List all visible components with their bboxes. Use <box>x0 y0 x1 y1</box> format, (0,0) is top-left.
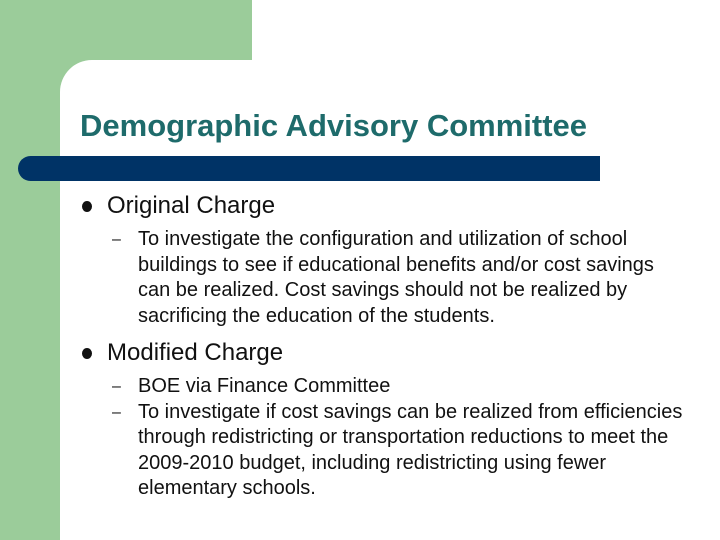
section-heading: Modified Charge <box>107 339 284 366</box>
list-item-text: BOE via Finance Committee <box>138 375 391 397</box>
section-heading: Original Charge <box>107 192 276 219</box>
dash-marker: – <box>112 403 121 421</box>
original-charge-list <box>80 227 710 329</box>
round-bullet-icon <box>82 201 92 212</box>
slide-content <box>80 190 710 502</box>
bullet-modified-charge <box>80 337 710 369</box>
bullet-original-charge <box>80 190 710 222</box>
title-underline-bar <box>18 156 600 181</box>
list-item-text: To investigate if cost savings can be realized from efficiencies through redistricting or transportation reductions to meet the 2009-2010 budget, including redistricting using fewer elementary schools. <box>138 400 683 499</box>
modified-charge-list <box>80 374 710 502</box>
list-item <box>80 227 683 329</box>
list-item-text: To investigate the configuration and utilization of school buildings to see if educational benefits and/or cost savings can be realized. Cost savings should not be realized by sacrificing the education of the students. <box>138 228 654 327</box>
round-bullet-icon <box>82 348 92 359</box>
dash-marker: – <box>112 378 121 395</box>
list-item <box>80 400 683 502</box>
list-item <box>80 374 683 400</box>
slide-title: Demographic Advisory Committee <box>80 108 588 143</box>
dash-marker: – <box>112 231 121 248</box>
